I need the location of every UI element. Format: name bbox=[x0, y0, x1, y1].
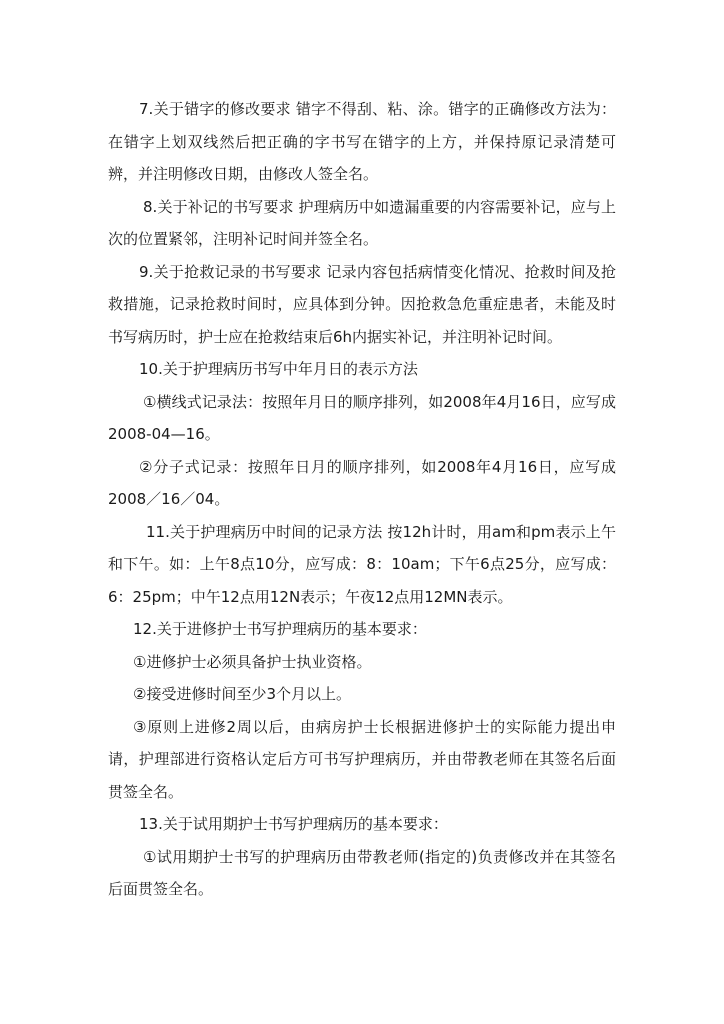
paragraph-12-visiting-nurse-heading: 12.关于进修护士书写护理病历的基本要求： bbox=[133, 620, 427, 638]
paragraph-12-3-application: ③原则上进修2周以后，由病房护士长根据进修护士的实际能力提出申请，护理部进行资格认定后方可书写护理病历，并由带教老师在其签名后面贯签全名。 bbox=[108, 717, 616, 801]
paragraph-7-typo-correction: 7.关于错字的修改要求 错字不得刮、粘、涂。错字的正确修改方法为：在错字上划双线然后把正确的字书写在错字的上方，并保持原记录清楚可辨，并注明修改日期，由修改人签全名。 bbox=[108, 100, 616, 183]
paragraph-13-probation-nurse-heading: 13.关于试用期护士书写护理病历的基本要求： bbox=[139, 815, 448, 833]
paragraph-11-time-format: 11.关于护理病历中时间的记录方法 按12h计时，用am和pm表示上午和下午。如：上午8点10分，应写成：8：10am；下午6点25分，应写成：6：25pm；中午12点用12N表示；午夜12点用12MN表示。 bbox=[108, 522, 616, 606]
paragraph-10-date-format-heading: 10.关于护理病历书写中年月日的表示方法 bbox=[139, 360, 418, 378]
paragraph-12-2-duration: ②接受进修时间至少3个月以上。 bbox=[133, 685, 351, 703]
paragraph-10-2-fraction-format: ②分子式记录：按照年日月的顺序排列，如2008年4月16日，应写成2008／16／04。 bbox=[108, 457, 616, 508]
paragraph-12-1-license: ①进修护士必须具备护士执业资格。 bbox=[133, 652, 372, 671]
paragraph-8-supplementary-record: 8.关于补记的书写要求 护理病历中如遗漏重要的内容需要补记，应与上次的位置紧邻，注明补记时间并签全名。 bbox=[108, 197, 616, 248]
paragraph-9-rescue-record: 9.关于抢救记录的书写要求 记录内容包括病情变化情况、抢救时间及抢救措施，记录抢救时间时，应具体到分钟。因抢救急危重症患者，未能及时书写病历时，护士应在抢救结束后6h内据实补记，并注明补记时间。 bbox=[108, 262, 616, 346]
paragraph-10-1-horizontal-line-format: ①横线式记录法：按照年月日的顺序排列，如2008年4月16日，应写成2008-04—16。 bbox=[108, 392, 616, 443]
paragraph-13-1-probation-review: ①试用期护士书写的护理病历由带教老师(指定的)负责修改并在其签名后面贯签全名。 bbox=[108, 847, 616, 898]
